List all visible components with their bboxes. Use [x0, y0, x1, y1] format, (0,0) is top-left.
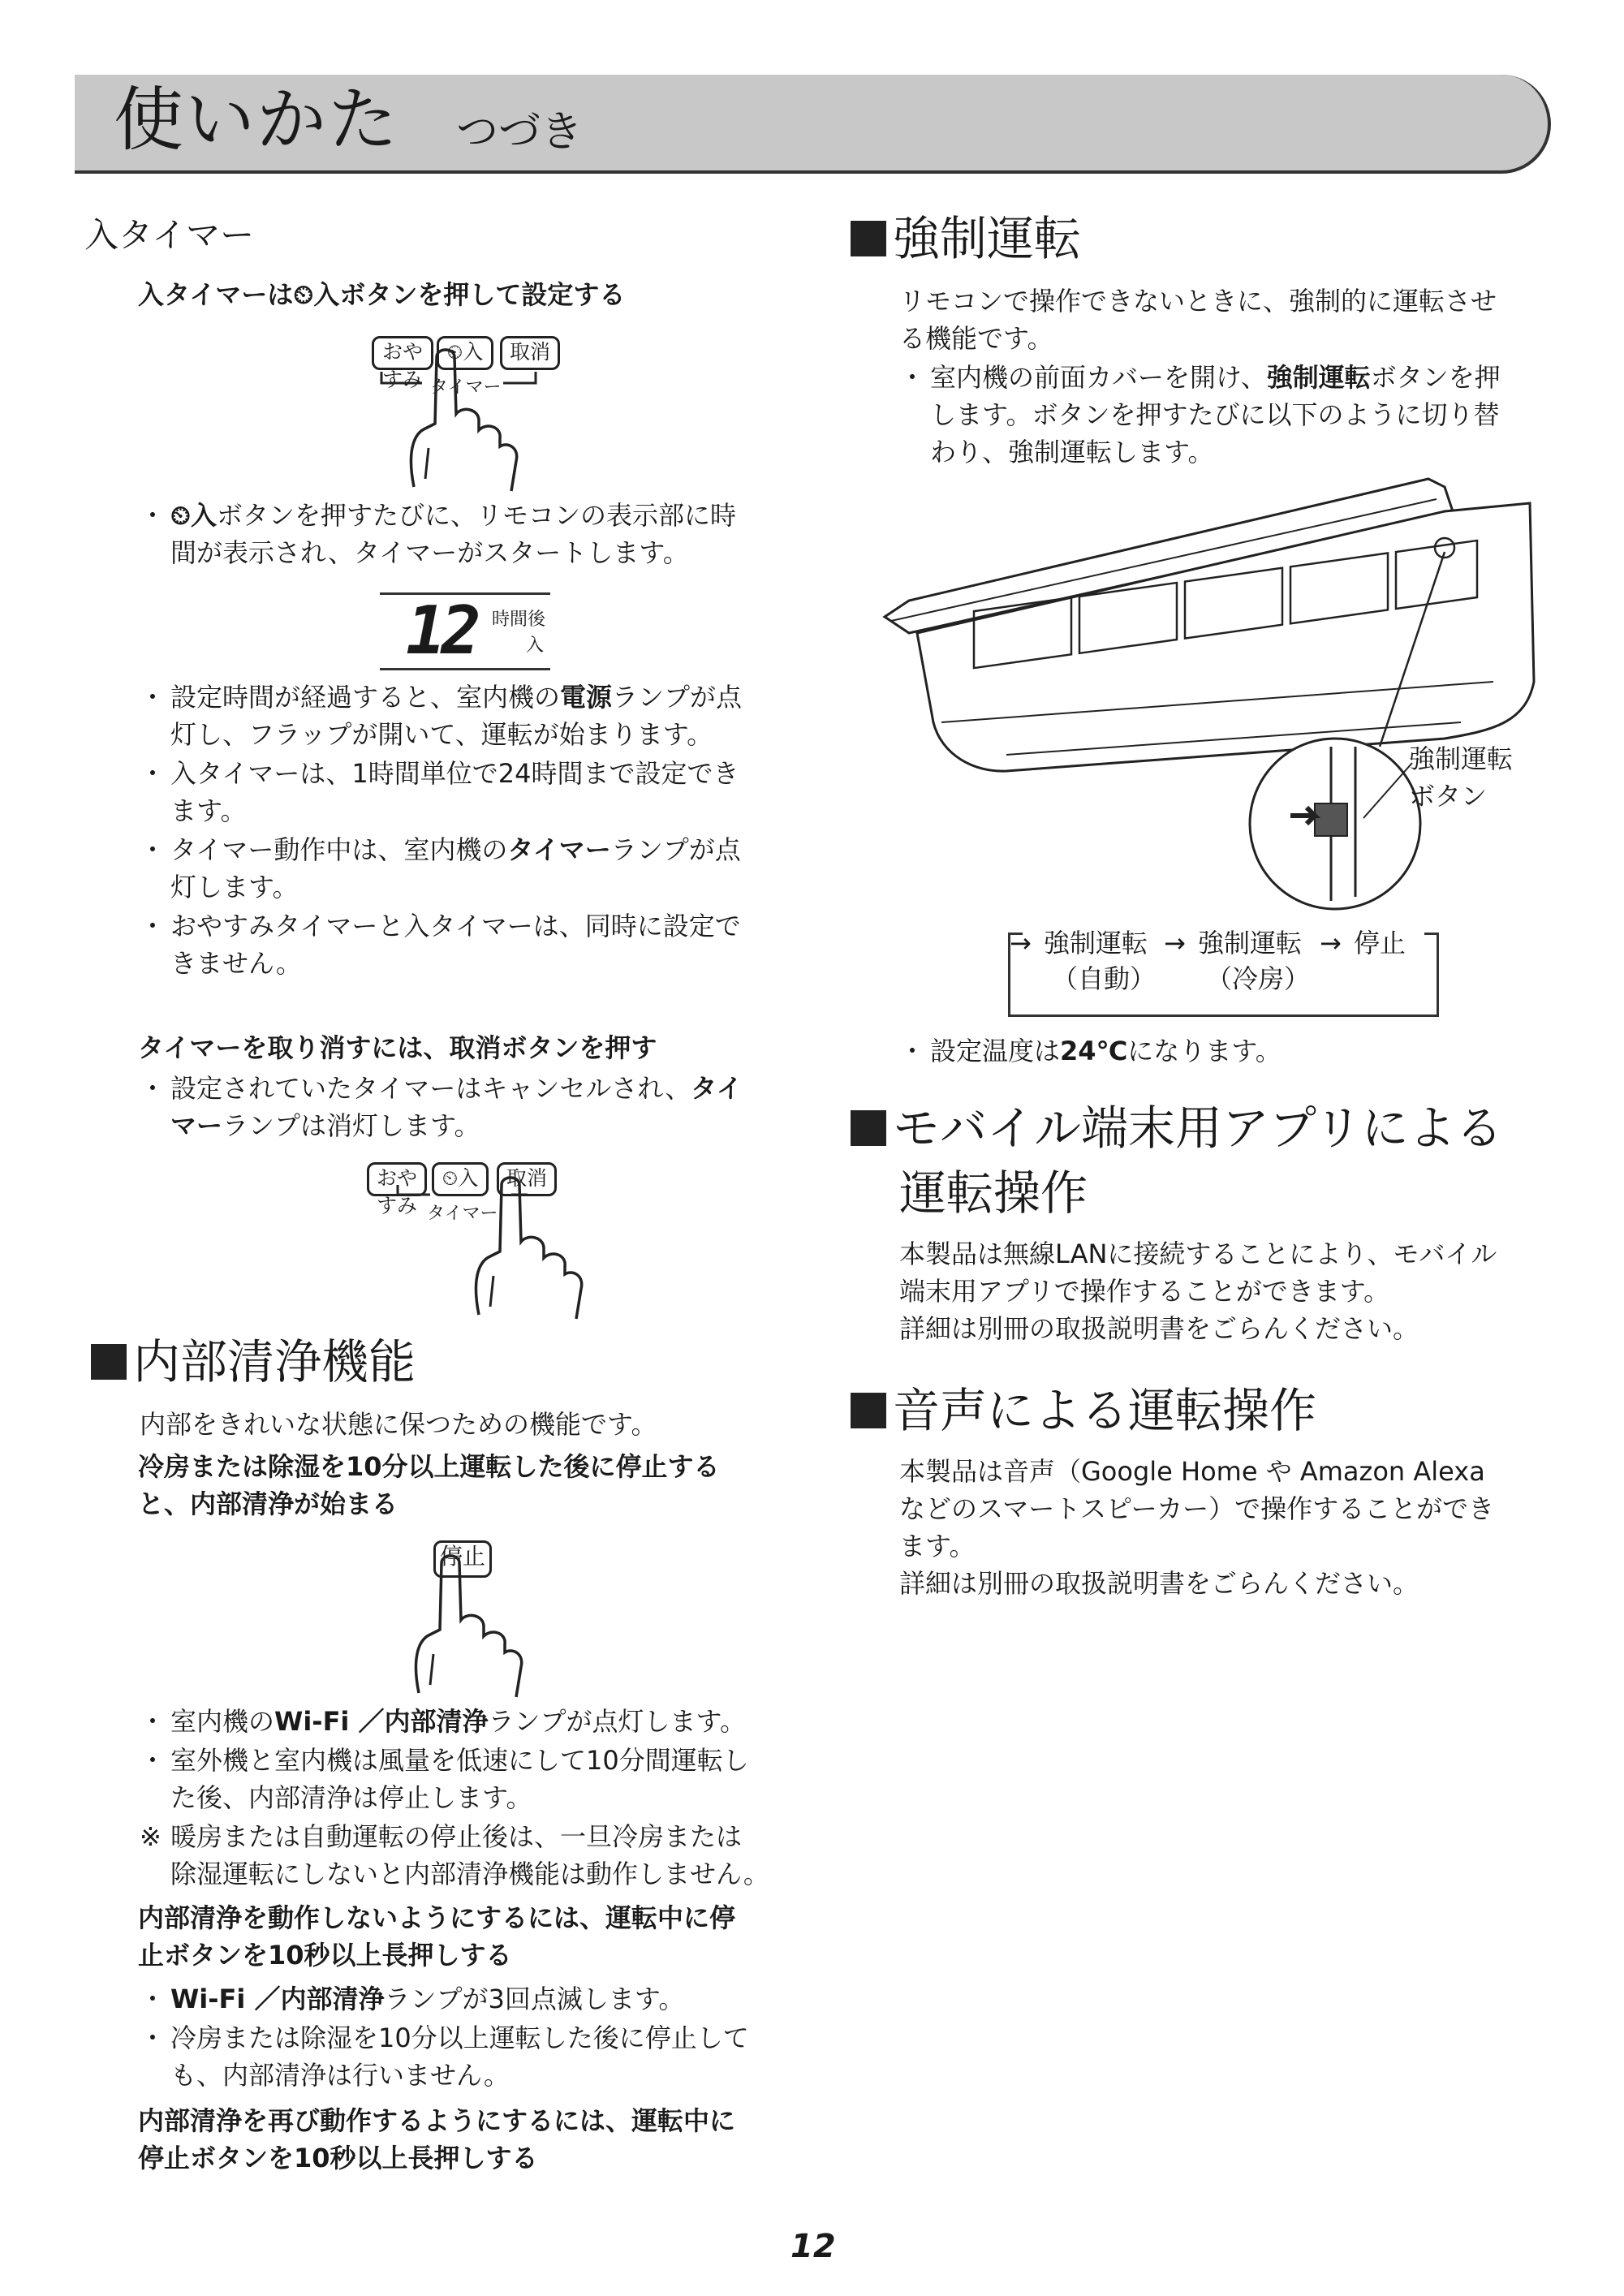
stop-button-icon: 停止 [433, 1540, 492, 1578]
internal-clean-note: ※ 暖房または自動運転の停止後は、一旦冷房または 除湿運転にしないと内部清浄機能は動作しません。 [140, 1821, 769, 1889]
display-hours: 12 [406, 592, 476, 670]
forced-temp-bullet: ・ 設定温度は24℃になります。 [899, 1036, 1282, 1066]
voice-operation-heading: 音声による運転操作 [851, 1380, 1316, 1441]
square-bullet-icon [851, 221, 886, 256]
enable-clean-title: 内部清浄を再び動作するようにするには、運転中に 停止ボタンを10秒以上長押しする [138, 2105, 736, 2173]
seq-step-2-mode: （冷房） [1206, 963, 1311, 994]
indoor-unit-illustration [877, 479, 1542, 933]
forced-button-callout: 強制運転 ボタン [1409, 743, 1514, 812]
cancel-timer-title: タイマーを取り消すには、取消ボタンを押す [138, 1032, 657, 1063]
seq-step-1-mode: （自動） [1052, 963, 1157, 994]
cancel-button-icon: 取消 [497, 1162, 557, 1196]
mobile-app-heading: モバイル端末用アプリによる [851, 1097, 1503, 1159]
on-timer-button-icon: ⏲入 [432, 1162, 489, 1196]
square-bullet-icon [851, 1110, 886, 1146]
forced-operation-heading: 強制運転 [851, 208, 1081, 269]
internal-clean-intro: 内部をきれいな状態に保つための機能です。 [140, 1409, 657, 1440]
page-subtitle: つづき [456, 108, 584, 157]
page-number: 12 [790, 2228, 836, 2265]
timer-caption: タイマー [427, 1204, 498, 1224]
disable-clean-title: 内部清浄を動作しないようにするには、運転中に停 止ボタンを10秒以上長押しする [138, 1902, 736, 1971]
forced-operation-bullet: ・ 室内機の前面カバーを開け、強制運転ボタンを押 します。ボタンを押すたびに以下のように切り替 わり、強制運転します。 [899, 362, 1501, 467]
arrow-right-icon: → [1010, 928, 1032, 958]
arrow-right-icon: → [1164, 928, 1186, 958]
page-title: 使いかた [114, 80, 399, 161]
finger-press-icon [438, 1185, 649, 1347]
arrow-right-icon: → [1320, 928, 1342, 958]
display-label-on: 入 [526, 635, 545, 656]
cancel-button-icon: 取消 [500, 336, 560, 370]
on-timer-bullet-1: ・ ⏲入ボタンを押すたびに、リモコンの表示部に時 間が表示され、タイマーがスタートします。 [140, 500, 736, 568]
cancel-timer-bullet: ・ 設定されていたタイマーはキャンセルされ、タイ マーランプは消灯します。 [140, 1073, 743, 1141]
forced-operation-intro: リモコンで操作できないときに、強制的に運転させ る機能です。 [899, 286, 1497, 354]
on-timer-bullet-4: ・ タイマー動作中は、室内機のタイマーランプが点 灯します。 [140, 834, 741, 902]
internal-clean-bullet-2: ・ 室外機と室内機は風量を低速にして10分間運転し た後、内部清浄は停止します。 [140, 1745, 749, 1813]
seq-step-1: 強制運転 [1044, 928, 1148, 958]
internal-clean-bullet-1: ・ 室内機のWi-Fi ／内部清浄ランプが点灯します。 [140, 1706, 746, 1737]
oyasumi-button-icon: おやすみ [372, 336, 433, 370]
on-timer-bullet-5: ・ おやすみタイマーと入タイマーは、同時に設定で きません。 [140, 911, 741, 979]
on-timer-bullet-3: ・ 入タイマーは、1時間単位で24時間まで設定でき ます。 [140, 758, 739, 826]
on-timer-bullet-2: ・ 設定時間が経過すると、室内機の電源ランプが点 灯し、フラップが開いて、運転が始まります。 [140, 682, 743, 750]
mobile-app-text: 本製品は無線LANに接続することにより、モバイル 端末用アプリで操作することができます。 詳細は別冊の取扱説明書をごらんください。 [899, 1238, 1497, 1344]
finger-press-icon [386, 1563, 597, 1725]
mobile-app-heading-line2: 運転操作 [899, 1165, 1088, 1221]
disable-clean-bullet-1: ・ Wi-Fi ／内部清浄ランプが3回点滅します。 [140, 1984, 685, 2014]
disable-clean-bullet-2: ・ 冷房または除湿を10分以上運転した後に停止して も、内部清浄は行いません。 [140, 2022, 749, 2091]
on-timer-step-title: 入タイマーは⏲入ボタンを押して設定する [138, 279, 626, 310]
display-label-hours-later: 時間後 [492, 610, 546, 630]
finger-press-icon [357, 357, 568, 519]
seq-step-3: 停止 [1354, 928, 1406, 958]
seq-step-2: 強制運転 [1198, 928, 1303, 958]
internal-clean-heading: 内部清浄機能 [91, 1331, 416, 1393]
oyasumi-button-icon: おやすみ [367, 1162, 427, 1196]
internal-clean-step: 冷房または除湿を10分以上運転した後に停止する と、内部清浄が始まる [138, 1451, 720, 1519]
on-timer-heading: 入タイマー [84, 215, 255, 255]
square-bullet-icon [851, 1393, 886, 1428]
on-timer-button-icon: ⏲入 [437, 336, 493, 370]
voice-operation-text: 本製品は音声（Google Home や Amazon Alexa などのスマートスピーカー）で操作することができ ます。 詳細は別冊の取扱説明書をごらんください。 [899, 1456, 1495, 1599]
timer-caption: タイマー [430, 377, 502, 398]
square-bullet-icon [91, 1344, 127, 1380]
